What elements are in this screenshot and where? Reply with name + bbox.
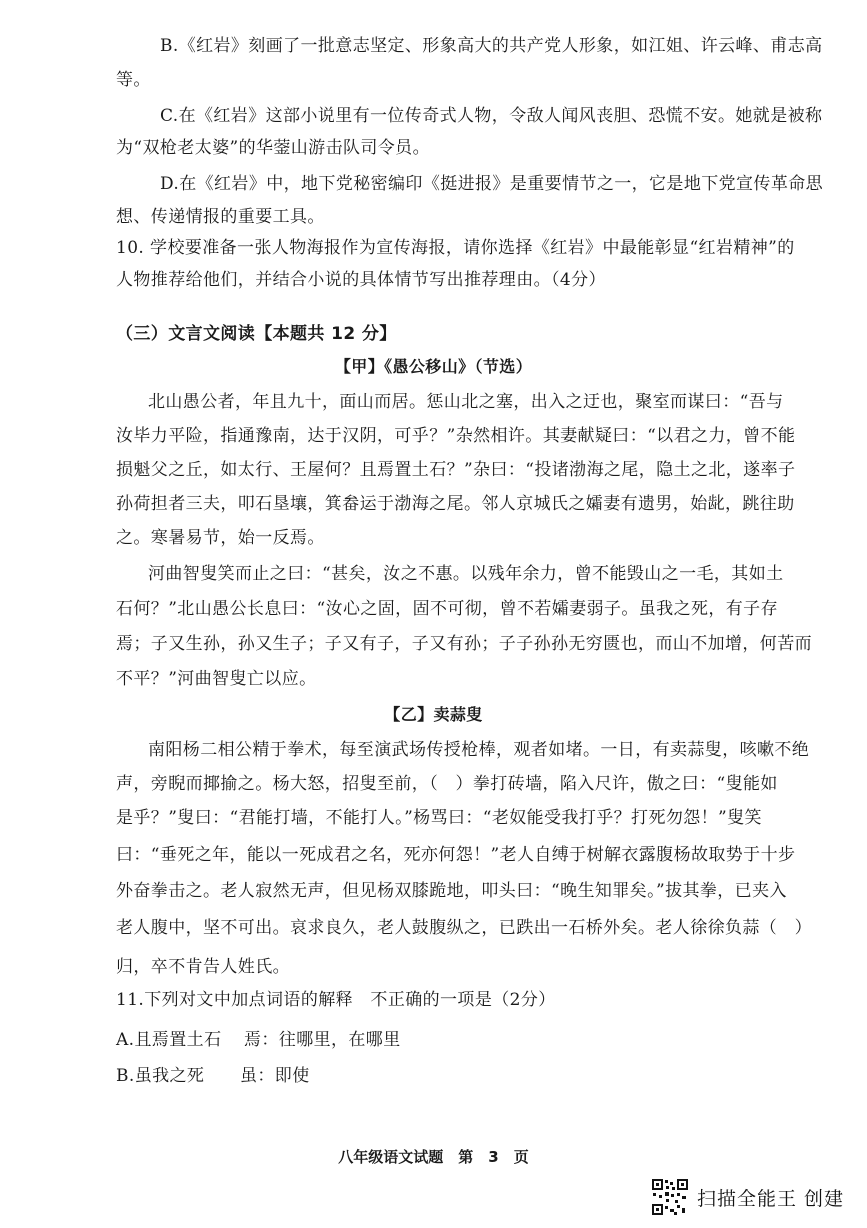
passage-jia-line: 北山愚公者，年且九十，面山而居。惩山北之塞，出入之迂也，聚室而谋曰：“吾与 [148,392,784,412]
passage-jia-line: 之。寒暑易节，始一反焉。 [116,528,325,548]
q9-option-b-line2: 等。 [116,70,151,90]
passage-yi-line: 老人腹中，坚不可出。哀求良久，老人鼓腹纵之，已跌出一石桥外矣。老人徐徐负蒜（ ） [116,918,812,938]
passage-jia-line: 汝毕力平险，指通豫南，达于汉阴，可乎？”杂然相许。其妻献疑曰：“以君之力，曾不能 [116,426,796,446]
section-heading: （三）文言文阅读【本题共 12 分】 [116,324,397,344]
passage-jia-line: 石何？”北山愚公长息曰：“汝心之固，固不可彻，曾不若孀妻弱子。虽我之死，有子存 [116,599,778,619]
q9-option-c-line1: C.在《红岩》这部小说里有一位传奇式人物，令敌人闻风丧胆、恐慌不安。她就是被称 [160,106,823,126]
q11-option-b-term: B.虽我之死 [116,1066,205,1086]
q11-option-b-explanation: 虽：即使 [240,1066,310,1086]
passage-yi-line: 是乎？”叟曰：“君能打墙，不能打人。”杨骂曰：“老奴能受我打乎？打死勿怨！”叟笑 [116,808,762,828]
passage-jia-line: 孙荷担者三夫，叩石垦壤，箕畚运于渤海之尾。邻人京城氏之孀妻有遗男，始龀，跳往助 [116,494,795,514]
q9-option-d-line2: 想、传递情报的重要工具。 [116,207,325,227]
q11-option-a-term: A.且焉置土石 [116,1030,222,1050]
passage-yi-line: 南阳杨二相公精于拳术，每至演武场传授枪棒，观者如堵。一日，有卖蒜叟，咳嗽不绝 [148,740,810,760]
q11-stem: 11.下列对文中加点词语的解释 不正确的一项是（2分） [116,990,556,1010]
passage-yi-line: 归，卒不肯告人姓氏。 [116,957,290,977]
passage-jia-title: 【甲】《愚公移山》（节选） [334,357,533,376]
qr-code-icon [651,1178,689,1216]
scanner-watermark [651,1178,844,1216]
passage-jia-line: 损魁父之丘，如太行、王屋何？且焉置土石？”杂曰：“投诸渤海之尾，隐土之北，遂率子 [116,460,796,480]
q9-option-c-line2: 为“双枪老太婆”的华蓥山游击队司令员。 [116,138,430,158]
q10-line1: 10. 学校要准备一张人物海报作为宣传海报，请你选择《红岩》中最能彰显“红岩精神”的 [116,238,795,258]
page-footer: 八年级语文试题 第 3 页 [338,1148,529,1166]
passage-yi-title: 【乙】卖蒜叟 [384,705,483,724]
q9-option-d-line1: D.在《红岩》中，地下党秘密编印《挺进报》是重要情节之一，它是地下党宣传革命思 [160,174,824,194]
q9-option-b-line1: B.《红岩》刻画了一批意志坚定、形象高大的共产党人形象，如江姐、许云峰、甫志高 [160,36,823,56]
q10-line2: 人物推荐给他们，并结合小说的具体情节写出推荐理由。（4分） [116,270,606,290]
passage-jia-line: 河曲智叟笑而止之曰：“甚矣，汝之不惠。以残年余力，曾不能毁山之一毛，其如土 [148,564,784,584]
passage-jia-line: 焉；子又生孙，孙又生子；子又有子，子又有孙；子子孙孙无穷匮也，而山不加增，何苦而 [116,634,812,654]
passage-jia-line: 不平？”河曲智叟亡以应。 [116,669,317,689]
watermark-text: 扫描全能王 创建 [697,1187,845,1210]
passage-yi-line: 声，旁睨而揶揄之。杨大怒，招叟至前，（ ）拳打砖墙，陷入尺许，傲之曰：“叟能如 [116,774,778,794]
q11-option-a-explanation: 焉：往哪里，在哪里 [244,1030,401,1050]
passage-yi-line: 外奋拳击之。老人寂然无声，但见杨双膝跪地，叩头曰：“晚生知罪矣。”拔其拳，已夹入 [116,881,787,901]
passage-yi-line: 曰：“垂死之年，能以一死成君之名，死亦何怨！”老人自缚于树解衣露腹杨故取势于十步 [116,845,796,865]
